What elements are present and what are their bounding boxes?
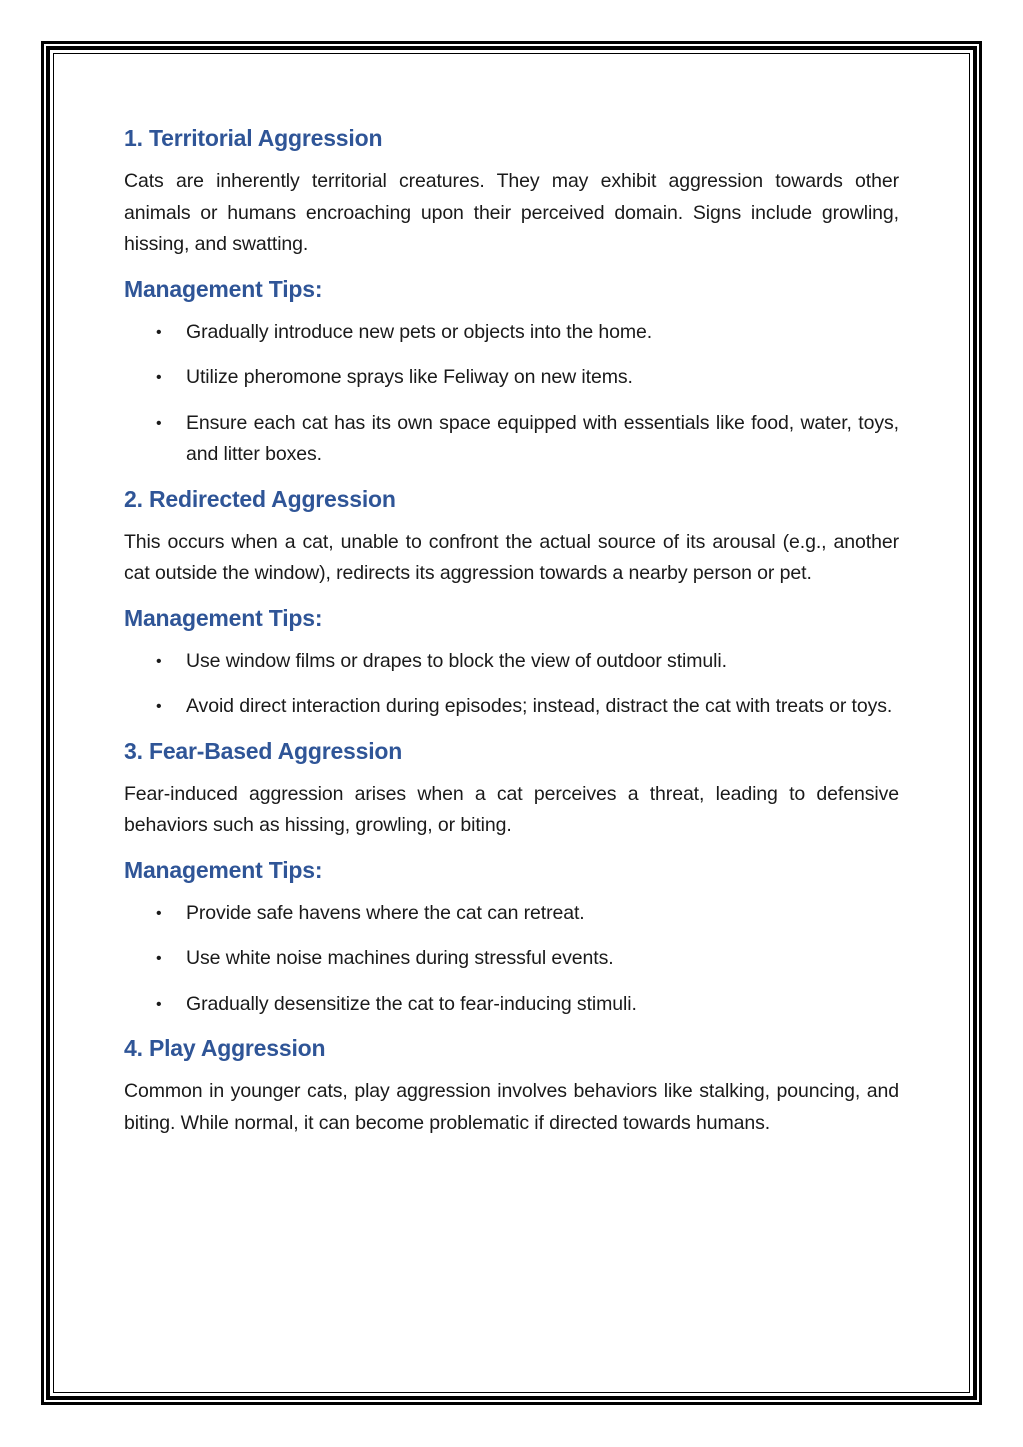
bullet-icon: •: [156, 698, 162, 715]
tip-text: Ensure each cat has its own space equipped with essentials like food, water, toys, and litter boxes.: [186, 411, 899, 465]
bullet-icon: •: [156, 995, 162, 1013]
section-body-redirected: This occurs when a cat, unable to confront the actual source of its arousal (e.g., another cat outside the window), redirects its aggression towards a nearby person or pet.: [124, 530, 899, 584]
list-item: [124, 408, 899, 471]
tip-text: Use white noise machines during stressful events.: [186, 947, 614, 969]
tip-text: Gradually introduce new pets or objects into the home.: [186, 320, 653, 343]
section-heading-redirected: 2. Redirected Aggression: [124, 485, 396, 512]
section-heading-fear-based: 3. Fear-Based Aggression: [124, 737, 403, 764]
tip-text: Avoid direct interaction during episodes; instead, distract the cat with treats or toys.: [186, 695, 893, 717]
tips-heading-territorial: Management Tips:: [124, 275, 323, 302]
section-body-fear-based: Fear-induced aggression arises when a cat perceives a threat, leading to defensive behaviors such as hissing, growling, or biting.: [124, 782, 899, 836]
tips-list-fear-based: [124, 898, 899, 1021]
list-item: [124, 317, 899, 349]
list-item: [124, 691, 899, 723]
list-item: [124, 362, 899, 394]
bullet-icon: •: [156, 369, 162, 386]
tips-list-redirected: [124, 646, 899, 723]
section-body-territorial: Cats are inherently territorial creatures. They may exhibit aggression towards other animals or humans encroaching upon their perceived domain. Signs include growling, hissing, and swatting.: [124, 170, 899, 255]
tips-heading-redirected: Management Tips:: [124, 604, 323, 631]
list-item: [124, 943, 899, 975]
list-item: [124, 989, 899, 1021]
tips-heading-fear-based: Management Tips:: [124, 856, 323, 883]
bullet-icon: •: [156, 950, 162, 967]
bullet-icon: •: [156, 904, 162, 922]
section-body-play: Common in younger cats, play aggression involves behaviors like stalking, pouncing, and biting. While normal, it can become problematic if directed towards humans.: [124, 1080, 899, 1134]
section-heading-play: 4. Play Aggression: [124, 1035, 326, 1061]
bullet-icon: •: [156, 652, 162, 670]
list-item: [124, 898, 899, 930]
list-item: [124, 646, 899, 678]
bullet-icon: •: [156, 323, 162, 341]
bullet-icon: •: [156, 414, 162, 432]
tip-text: Provide safe havens where the cat can retreat.: [186, 901, 585, 924]
document-content: [124, 122, 899, 1151]
tip-text: Gradually desensitize the cat to fear-inducing stimuli.: [186, 992, 637, 1015]
tips-list-territorial: [124, 317, 899, 471]
tip-text: Use window films or drapes to block the view of outdoor stimuli.: [186, 649, 727, 672]
tip-text: Utilize pheromone sprays like Feliway on new items.: [186, 366, 633, 388]
section-heading-territorial: 1. Territorial Aggression: [124, 125, 383, 151]
